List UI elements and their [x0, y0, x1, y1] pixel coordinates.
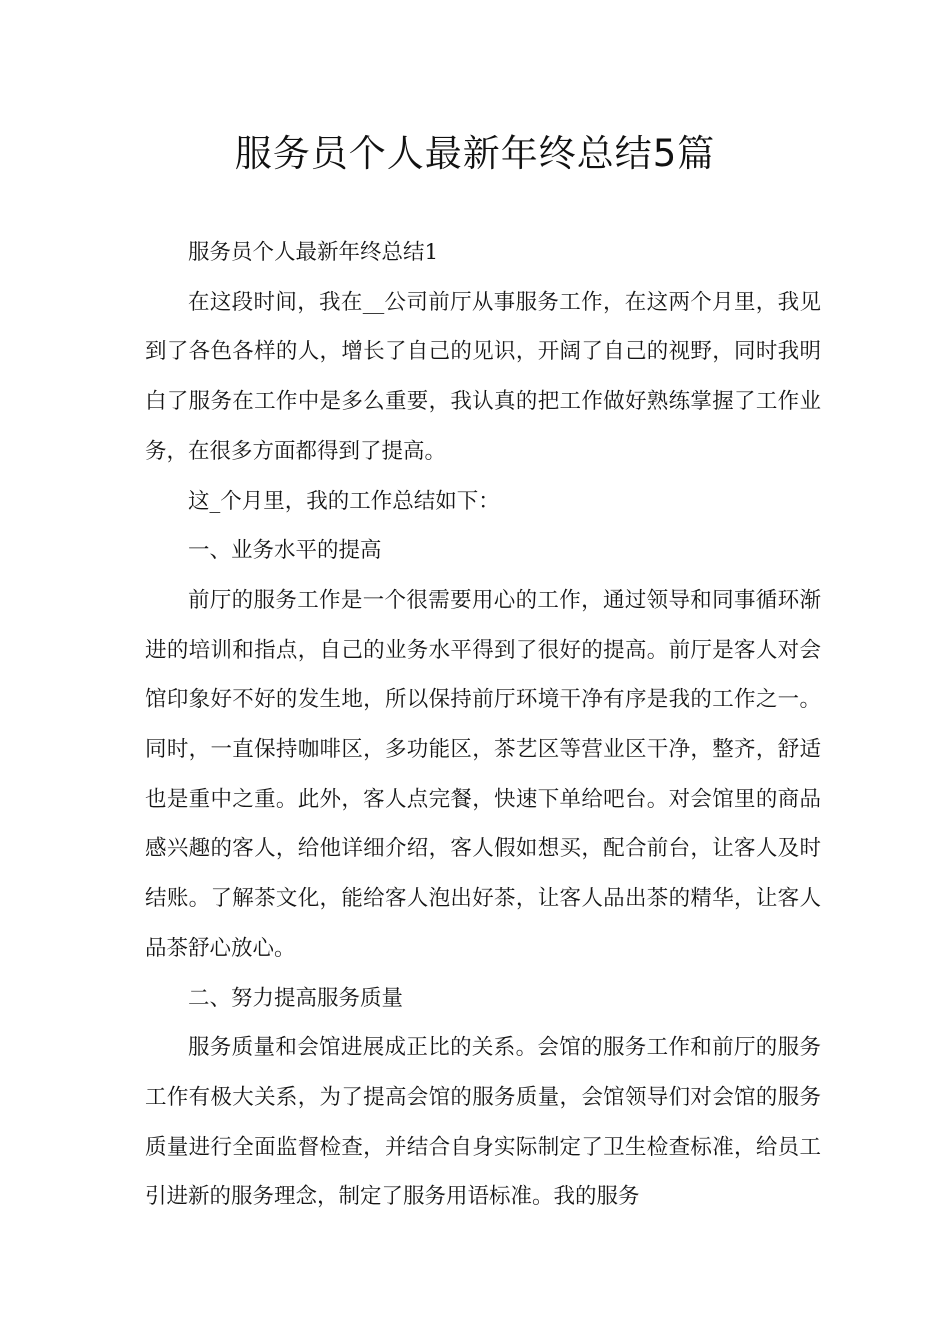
- document-body: [145, 228, 821, 1222]
- body-paragraph: 这_个月里，我的工作总结如下：: [188, 488, 500, 514]
- section-heading: 一、业务水平的提高: [188, 538, 382, 564]
- document-title: 服务员个人最新年终总结5篇: [234, 132, 716, 175]
- section-heading: 服务员个人最新年终总结1: [188, 240, 439, 265]
- body-paragraph: 在这段时间，我在__公司前厅从事服务工作，在这两个月里，我见到了各色各样的人，增长了自己的见识，开阔了自己的视野，同时我明白了服务在工作中是多么重要，我认真的把工作做好熟练掌握了工作业务，在很多方面都得到了提高。: [145, 289, 821, 464]
- section-heading: 二、努力提高服务质量: [188, 985, 404, 1011]
- body-paragraph: 前厅的服务工作是一个很需要用心的工作，通过领导和同事循环渐进的培训和指点，自己的业务水平得到了很好的提高。前厅是客人对会馆印象好不好的发生地，所以保持前厅环境干净有序是我的工作之一。同时，一直保持咖啡区，多功能区，茶艺区等营业区干净，整齐，舒适也是重中之重。此外，客人点完餐，快速下单给吧台。对会馆里的商品感兴趣的客人，给他详细介绍，客人假如想买，配合前台，让客人及时结账。了解茶文化，能给客人泡出好茶，让客人品出茶的精华，让客人品茶舒心放心。: [145, 587, 821, 961]
- body-paragraph: 服务质量和会馆进展成正比的关系。会馆的服务工作和前厅的服务工作有极大关系，为了提高会馆的服务质量，会馆领导们对会馆的服务质量进行全面监督检查，并结合自身实际制定了卫生检查标准，给员工引进新的服务理念，制定了服务用语标准。我的服务: [145, 1035, 821, 1210]
